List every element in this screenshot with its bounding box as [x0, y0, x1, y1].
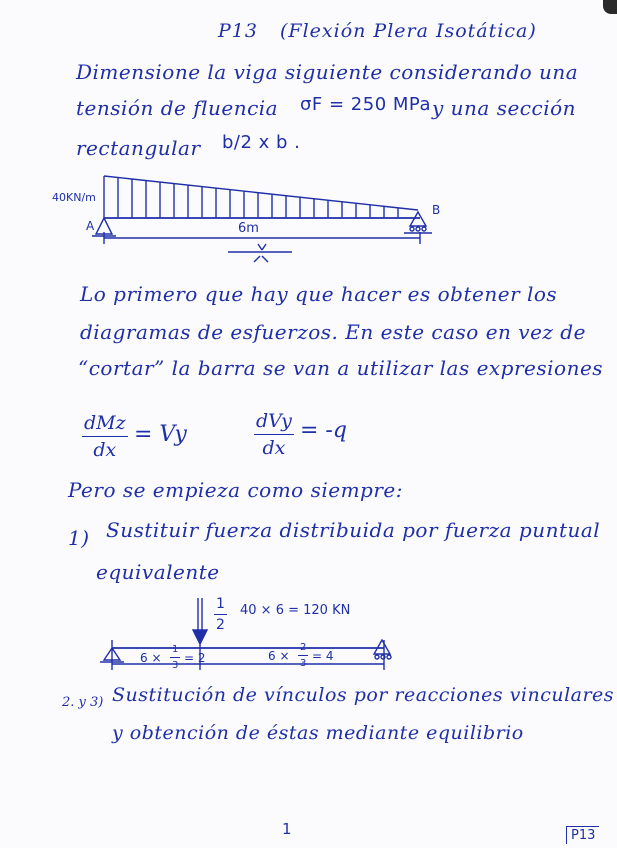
right-seg-result: = 4 — [312, 649, 334, 663]
statement-line-2a: tensión de fluencia — [76, 96, 279, 120]
title-topic: (Flexión Plera Isotática) — [280, 20, 537, 42]
statement-line-2b: y una sección — [432, 96, 577, 120]
load-label: 40KN/m — [52, 191, 96, 204]
left-seg-result: = 2 — [184, 651, 206, 665]
paragraph-line-3: “cortar” la barra se van a utilizar las expresiones — [78, 356, 604, 380]
title-code: P13 — [218, 20, 258, 42]
eq2-numerator: dVy — [254, 410, 294, 435]
page-number: 1 — [282, 820, 292, 838]
eq1-numerator: dMz — [82, 412, 128, 437]
step-1-number: 1) — [68, 526, 90, 550]
support-a-label: A — [86, 219, 95, 233]
step-23-line-1: Sustitución de vínculos por reacciones vinculares — [112, 684, 615, 706]
left-seg-num: 1 — [170, 644, 180, 658]
step-1-line-2: equivalente — [96, 560, 220, 584]
eq2-rhs: = -q — [300, 418, 347, 443]
span-label: 6m — [238, 221, 259, 236]
beam2-support-right — [374, 640, 390, 654]
force-frac-den: 2 — [216, 617, 225, 633]
statement-line-1: Dimensione la viga siguiente considerando una — [76, 60, 579, 84]
left-seg-prefix: 6 × — [140, 651, 162, 665]
step-23-line-2: y obtención de éstas mediante equilibrio — [112, 722, 524, 744]
support-b-label: B — [432, 203, 441, 217]
step-1-line-1: Sustituir fuerza distribuida por fuerza puntual — [106, 518, 601, 542]
left-seg-den: 3 — [172, 660, 179, 671]
steps-intro: Pero se empieza como siempre: — [68, 478, 403, 502]
right-seg-fraction — [298, 642, 308, 669]
eq2-denominator: dx — [262, 437, 286, 459]
paragraph-line-1: Lo primero que hay que hacer es obtener los — [80, 282, 558, 306]
force-frac-num: 1 — [214, 596, 227, 615]
right-seg-den: 3 — [300, 658, 307, 669]
force-fraction — [214, 596, 227, 633]
statement-line-3a: rectangular — [76, 136, 201, 160]
page-tag: P13 — [566, 826, 599, 844]
eq1-rhs: = Vy — [134, 422, 187, 447]
yield-stress: σF = 250 MPa — [300, 94, 431, 115]
right-seg-prefix: 6 × — [268, 649, 290, 663]
force-expression: 40 × 6 = 120 KN — [240, 603, 351, 618]
point-force-head — [193, 630, 207, 644]
eq1-denominator: dx — [93, 439, 117, 461]
left-seg-fraction — [170, 644, 180, 671]
paragraph-line-2: diagramas de esfuerzos. En este caso en vez de — [80, 320, 586, 344]
right-seg-num: 2 — [298, 642, 308, 656]
step-23-number: 2. y 3) — [62, 695, 104, 710]
section-dims: b/2 x b . — [222, 132, 301, 153]
